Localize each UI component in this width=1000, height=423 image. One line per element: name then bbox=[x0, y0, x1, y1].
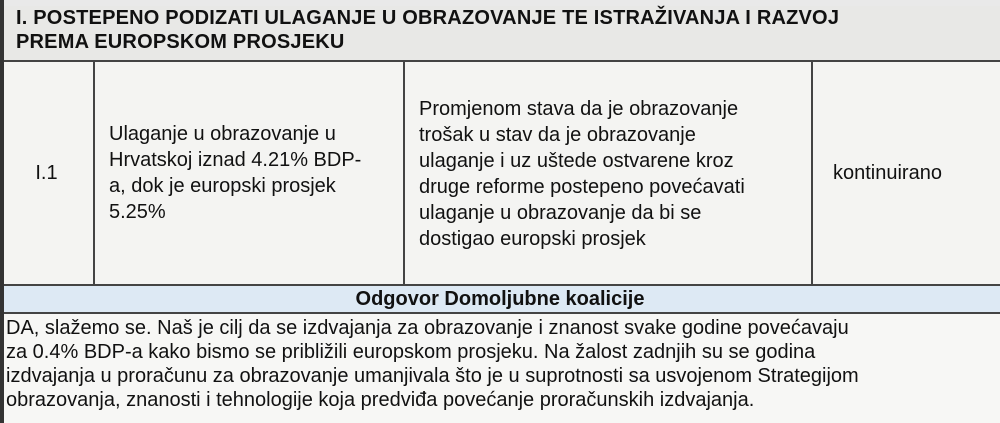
solution-line: Promjenom stava da je obrazovanje bbox=[419, 98, 739, 120]
section-title-line-1: I. POSTEPENO PODIZATI ULAGANJE U OBRAZOVANJE TE ISTRAŽIVANJA I RAZVOJ bbox=[16, 7, 840, 29]
solution-line: trošak u stav da je obrazovanje bbox=[419, 124, 696, 146]
answer-line: za 0.4% BDP-a kako bismo se približili europskom prosjeku. Na žalost zadnjih su se godina bbox=[6, 341, 816, 363]
solution-line: dostigao europski prosjek bbox=[419, 228, 646, 250]
problem-line: Hrvatskoj iznad 4.21% BDP- bbox=[109, 149, 362, 171]
solution-line: ulaganje u obrazovanje da bi se bbox=[419, 202, 702, 224]
deadline-text: kontinuirano bbox=[833, 162, 942, 184]
problem-line: Ulaganje u obrazovanje u bbox=[109, 123, 336, 145]
deadline-cell bbox=[813, 62, 1000, 284]
answer-line: DA, slažemo se. Naš je cilj da se izdvajanja za obrazovanje i znanost svake godine povećavaju bbox=[6, 317, 849, 339]
answer-header: Odgovor Domoljubne koalicije bbox=[0, 286, 1000, 314]
table-row bbox=[0, 62, 1000, 286]
section-title-line-2: PREMA EUROPSKOM PROSJEKU bbox=[16, 31, 345, 53]
solution-line: druge reforme postepeno povećavati bbox=[419, 176, 745, 198]
problem-cell bbox=[95, 62, 405, 284]
row-number-text: I.1 bbox=[35, 162, 58, 184]
solution-cell bbox=[405, 62, 813, 284]
problem-line: a, dok je europski prosjek bbox=[109, 175, 336, 197]
answer-line: izdvajanja u proračunu za obrazovanje umanjivala što je u suprotnosti sa usvojenom Strategijom bbox=[6, 365, 859, 387]
solution-line: ulaganje i uz uštede ostvarene kroz bbox=[419, 150, 734, 172]
answer-body bbox=[0, 314, 1000, 423]
row-number bbox=[0, 62, 95, 284]
problem-line: 5.25% bbox=[109, 201, 166, 223]
section-title bbox=[0, 6, 1000, 62]
answer-line: obrazovanja, znanosti i tehnologije koja predviđa povećanje proračunskih izdvajanja. bbox=[6, 389, 755, 411]
table-left-border bbox=[0, 0, 4, 423]
